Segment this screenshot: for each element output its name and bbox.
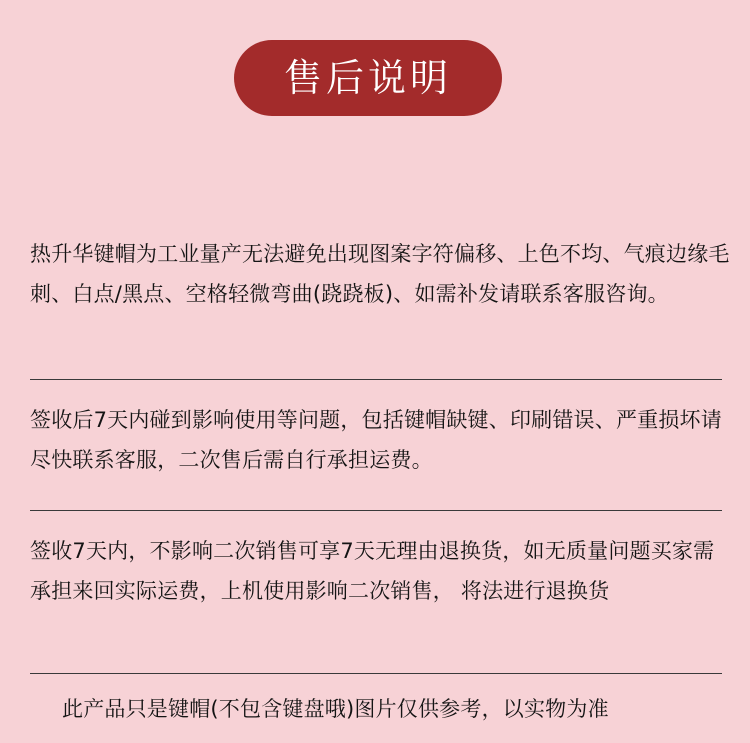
divider	[30, 379, 722, 380]
paragraph-product-note: 此产品只是键帽(不包含键盘哦)图片仅供参考，以实物为准	[62, 697, 609, 721]
page-title: 售后说明	[234, 40, 502, 116]
paragraph-defects-notice: 热升华键帽为工业量产无法避免出现图案字符偏移、上色不均、气痕边缘毛刺、白点/黑点、空格轻微弯曲(跷跷板)、如需补发请联系客服咨询。	[30, 242, 730, 306]
paragraph-return-policy: 签收7天内，不影响二次销售可享7天无理由退换货，如无质量问题买家需承担来回实际运费，上机使用影响二次销售， 将法进行退换货	[30, 539, 715, 603]
divider	[30, 510, 722, 511]
paragraph-seven-day-issues: 签收后7天内碰到影响使用等问题，包括键帽缺键、印刷错误、严重损坏请尽快联系客服，二次售后需自行承担运费。	[30, 408, 722, 472]
divider	[30, 673, 722, 674]
